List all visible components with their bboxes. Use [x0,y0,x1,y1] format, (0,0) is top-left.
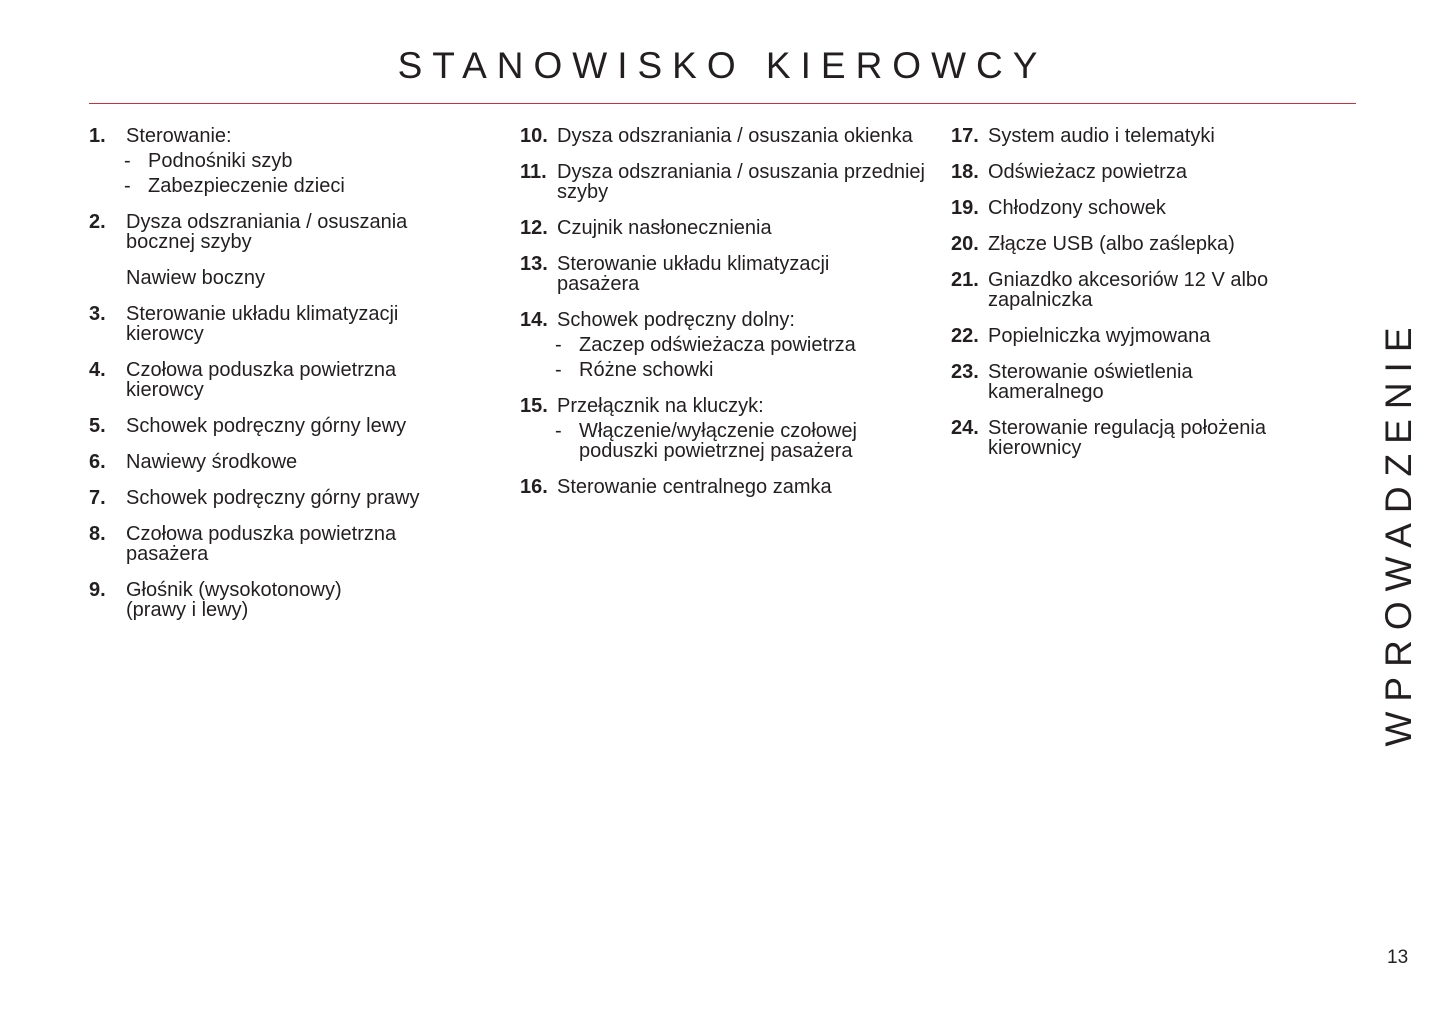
column-1 [89,126,489,636]
sub-item-text: Podnośniki szyb [148,150,293,172]
list-item [89,580,396,620]
item-note: Nawiew boczny [126,267,265,289]
sub-item: - Podnośniki szyb [124,150,293,172]
item-text: Sterowanie układu klimatyzacji kierowcy [126,303,399,345]
item-text: Schowek podręczny górny lewy [126,415,407,437]
item-text: Sterowanie oświetlenia kameralnego [988,361,1193,403]
list-item [89,452,489,472]
list-item [520,162,927,202]
item-number: 24. [951,417,979,439]
item-text: System audio i telematyki [988,125,1215,147]
item-number: 17. [951,125,979,147]
list-item [951,326,1351,346]
list-item [89,126,489,196]
sub-item-text: Włączenie/wyłączenie czołowej poduszki powietrznej pasażera [579,420,857,462]
sub-item-text: Zabezpieczenie dzieci [148,175,345,197]
item-number: 8. [89,523,106,545]
item-text: Sterowanie regulacją położenia kierownicy [988,417,1266,459]
item-text: Sterowanie: [126,125,232,147]
item-text: Dysza odszraniania / osuszania przedniej szyby [557,161,925,203]
list-item [520,218,920,238]
item-text: Popielniczka wyjmowana [988,325,1211,347]
column-2 [520,125,925,513]
sub-item: - Różne schowki [555,359,714,381]
item-number: 14. [520,309,548,331]
item-number: 7. [89,487,106,509]
item-number: 11. [520,161,547,183]
item-text: Czołowa poduszka powietrzna kierowcy [126,359,397,401]
item-number: 19. [951,197,979,219]
list-item [951,162,1351,182]
list-item [89,488,489,508]
page-number: 13 [1387,947,1409,968]
title-divider [89,103,1356,104]
item-number: 1. [89,125,106,147]
item-number: 13. [520,253,548,275]
sub-item: - Zabezpieczenie dzieci [124,175,345,197]
list-item [520,254,917,294]
item-number: 4. [89,359,106,381]
item-text: Dysza odszraniania / osuszania bocznej szyby [126,211,408,253]
list-item [89,416,489,436]
list-item [951,198,1351,218]
item-number: 9. [89,579,106,601]
item-text: Czołowa poduszka powietrzna pasażera [126,523,397,565]
item-number: 3. [89,303,106,325]
sub-item: - Włączenie/wyłączenie czołowej poduszki powietrznej pasażera [555,420,857,462]
column-3 [951,126,1351,474]
item-number: 12. [520,217,548,239]
item-text: Gniazdko akcesoriów 12 V albo zapalniczka [988,269,1269,311]
item-text: Schowek podręczny górny prawy [126,487,420,509]
page-title: STANOWISKO KIEROWCY [397,45,1048,86]
sub-item: - Zaczep odświeżacza powietrza [555,334,856,356]
sub-item-text: Zaczep odświeżacza powietrza [579,334,856,356]
item-text: Odświeżacz powietrza [988,161,1187,183]
list-item [951,362,1288,402]
item-number: 6. [89,451,106,473]
item-number: 18. [951,161,979,183]
section-side-label: WPROWADZENIE [1378,317,1419,747]
item-text: Złącze USB (albo zaślepka) [988,233,1235,255]
item-number: 16. [520,476,548,498]
item-number: 22. [951,325,979,347]
list-item [89,304,456,344]
item-text: Sterowanie układu klimatyzacji pasażera [557,253,830,295]
item-text: Chłodzony schowek [988,197,1166,219]
list-item [89,360,456,400]
sub-item-text: Różne schowki [579,359,714,381]
item-text: Czujnik nasłonecznienia [557,217,772,239]
list-item [951,270,1363,310]
item-number: 21. [951,269,979,291]
list-item [951,234,1351,254]
item-number: 10. [520,125,548,147]
list-item [520,396,927,461]
item-text: Nawiewy środkowe [126,451,298,473]
item-text: Schowek podręczny dolny: [557,309,795,331]
list-item [951,126,1351,146]
item-text: Dysza odszraniania / osuszania okienka [557,125,913,147]
item-number: 23. [951,361,979,383]
list-item [89,212,466,252]
item-text: Głośnik (wysokotonowy) (prawy i lewy) [126,579,342,621]
item-text: Przełącznik na kluczyk: [557,395,764,417]
item-number: 5. [89,415,106,437]
list-item [89,524,456,564]
item-number: 2. [89,211,106,233]
item-text: Sterowanie centralnego zamka [557,476,832,498]
item-number: 15. [520,395,548,417]
item-number: 20. [951,233,979,255]
list-item [520,310,920,380]
list-item [520,126,927,146]
list-item [520,477,920,497]
list-item [951,418,1358,458]
